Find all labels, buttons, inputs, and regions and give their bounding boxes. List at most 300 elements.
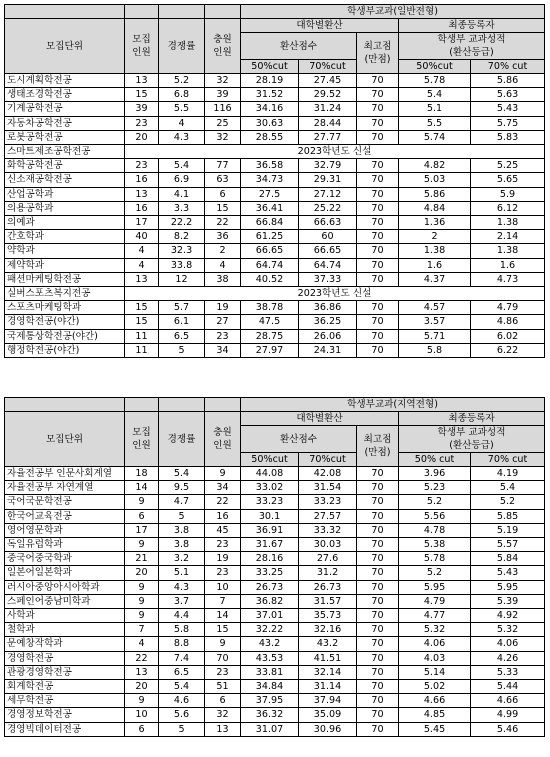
score-cut50-cell: 28.19 (241, 74, 299, 88)
score-cut70-cell: 29.52 (299, 88, 357, 102)
quota-cell: 13 (125, 272, 159, 286)
max-score-cell: 70 (357, 552, 399, 566)
grade-cut70-cell: 1.6 (471, 258, 545, 272)
dept-cell: 자율전공부 인문사회계열 (5, 467, 125, 481)
extra-cell: 51 (205, 680, 241, 694)
extra-cell: 6 (205, 694, 241, 708)
score-cut50-cell: 27.97 (241, 343, 299, 357)
grade-cut50-cell: 5.74 (399, 130, 471, 144)
dept-cell: 스마트제조공학전공 (5, 145, 125, 159)
header-grade-cut50: 50%cut (399, 60, 471, 74)
score-cut50-cell: 30.1 (241, 509, 299, 523)
score-cut70-cell: 35.09 (299, 708, 357, 722)
max-score-cell: 70 (357, 509, 399, 523)
extra-cell: 23 (205, 665, 241, 679)
score-cut70-cell: 27.6 (299, 552, 357, 566)
dept-cell: 스페인어중남미학과 (5, 594, 125, 608)
grade-cut50-cell: 5.86 (399, 187, 471, 201)
max-score-cell: 70 (357, 694, 399, 708)
quota-cell: 22 (125, 651, 159, 665)
ratio-cell: 5 (159, 509, 205, 523)
grade-cut70-cell: 5.86 (471, 74, 545, 88)
ratio-cell: 3.2 (159, 552, 205, 566)
header-cut70: 70%cut (299, 453, 357, 467)
ratio-cell: 7.4 (159, 651, 205, 665)
score-cut50-cell: 43.2 (241, 637, 299, 651)
score-cut50-cell: 33.23 (241, 495, 299, 509)
dept-cell: 세무학전공 (5, 694, 125, 708)
extra-cell: 70 (205, 651, 241, 665)
grade-cut50-cell: 4.57 (399, 301, 471, 315)
extra-cell: 34 (205, 481, 241, 495)
score-cut70-cell: 27.45 (299, 74, 357, 88)
max-score-cell: 70 (357, 187, 399, 201)
extra-cell: 4 (205, 258, 241, 272)
score-cut70-cell: 30.03 (299, 538, 357, 552)
header-extra: 충원 인원 (205, 19, 241, 74)
table-row (5, 272, 545, 286)
grade-cut70-cell: 1.38 (471, 216, 545, 230)
grade-cut70-cell: 6.12 (471, 201, 545, 215)
dept-cell: 생태조경학전공 (5, 88, 125, 102)
quota-cell: 18 (125, 467, 159, 481)
header-dept: 모집단위 (5, 19, 125, 74)
grade-cut50-cell: 5.4 (399, 88, 471, 102)
header-dept: 모집단위 (5, 412, 125, 467)
header-extra: 충원 인원 (205, 412, 241, 467)
table-row (5, 258, 545, 272)
header-univ-conv: 대학별환산 (241, 19, 399, 33)
header-grade-cut70: 70% cut (471, 60, 545, 74)
grade-cut50-cell: 5.02 (399, 680, 471, 694)
grade-cut70-cell: 5.65 (471, 173, 545, 187)
dept-cell: 의예과 (5, 216, 125, 230)
ratio-cell: 5.6 (159, 708, 205, 722)
grade-cut50-cell: 1.6 (399, 258, 471, 272)
max-score-cell: 70 (357, 594, 399, 608)
grade-cut70-cell: 5.43 (471, 566, 545, 580)
ratio-cell: 6.8 (159, 88, 205, 102)
grade-cut70-cell: 5.32 (471, 623, 545, 637)
table-row (5, 467, 545, 481)
score-cut70-cell: 32.79 (299, 159, 357, 173)
score-cut50-cell: 33.81 (241, 665, 299, 679)
score-cut70-cell: 27.12 (299, 187, 357, 201)
dept-cell: 러시아중앙아시아학과 (5, 580, 125, 594)
ratio-cell: 4.7 (159, 495, 205, 509)
extra-cell: 15 (205, 201, 241, 215)
note-cell: 2023학년도 신설 (125, 287, 545, 301)
dept-cell: 중국어중국학과 (5, 552, 125, 566)
header-final: 최종등록자 (399, 412, 545, 426)
extra-cell: 77 (205, 159, 241, 173)
grade-cut50-cell: 5.2 (399, 495, 471, 509)
score-cut70-cell: 42.08 (299, 467, 357, 481)
ratio-cell: 5.4 (159, 680, 205, 694)
table-row (5, 651, 545, 665)
dept-cell: 철학과 (5, 623, 125, 637)
grade-cut50-cell: 5.5 (399, 116, 471, 130)
grade-cut50-cell: 4.06 (399, 637, 471, 651)
score-cut70-cell: 33.23 (299, 495, 357, 509)
extra-cell: 19 (205, 552, 241, 566)
max-score-cell: 70 (357, 722, 399, 736)
dept-cell: 화학공학전공 (5, 159, 125, 173)
grade-cut50-cell: 5.8 (399, 343, 471, 357)
grade-cut50-cell: 5.1 (399, 102, 471, 116)
dept-cell: 신소재공학전공 (5, 173, 125, 187)
extra-cell: 13 (205, 722, 241, 736)
quota-cell: 15 (125, 301, 159, 315)
ratio-cell: 5.8 (159, 623, 205, 637)
grade-cut70-cell: 4.99 (471, 708, 545, 722)
ratio-cell: 4.3 (159, 580, 205, 594)
quota-cell: 16 (125, 201, 159, 215)
dept-cell: 실버스포츠복지전공 (5, 287, 125, 301)
score-cut70-cell: 35.73 (299, 609, 357, 623)
score-cut70-cell: 37.33 (299, 272, 357, 286)
dept-cell: 경영정보학전공 (5, 708, 125, 722)
ratio-cell: 32.3 (159, 244, 205, 258)
quota-cell: 9 (125, 609, 159, 623)
max-score-cell: 70 (357, 637, 399, 651)
score-cut70-cell: 27.57 (299, 509, 357, 523)
header-max-score: 최고점 (만점) (357, 426, 399, 467)
extra-cell: 23 (205, 329, 241, 343)
header-quota: 모집 인원 (125, 412, 159, 467)
ratio-cell: 6.5 (159, 665, 205, 679)
score-cut50-cell: 61.25 (241, 230, 299, 244)
grade-cut70-cell: 5.83 (471, 130, 545, 144)
score-cut70-cell: 64.74 (299, 258, 357, 272)
quota-cell: 23 (125, 116, 159, 130)
score-cut50-cell: 38.78 (241, 301, 299, 315)
table-row (5, 523, 545, 537)
grade-cut70-cell: 5.33 (471, 665, 545, 679)
grade-cut70-cell: 5.25 (471, 159, 545, 173)
extra-cell: 39 (205, 88, 241, 102)
dept-cell: 독일유럽학과 (5, 538, 125, 552)
quota-cell: 6 (125, 509, 159, 523)
extra-cell: 15 (205, 623, 241, 637)
quota-cell: 6 (125, 722, 159, 736)
grade-cut70-cell: 4.79 (471, 301, 545, 315)
table-row (5, 329, 545, 343)
ratio-cell: 8.8 (159, 637, 205, 651)
score-cut50-cell: 66.65 (241, 244, 299, 258)
table-corner (5, 5, 125, 19)
score-cut50-cell: 66.84 (241, 216, 299, 230)
grade-cut50-cell: 5.38 (399, 538, 471, 552)
grade-cut70-cell: 5.43 (471, 102, 545, 116)
quota-cell: 9 (125, 580, 159, 594)
max-score-cell: 70 (357, 343, 399, 357)
header-univ-conv: 대학별환산 (241, 412, 399, 426)
table-row (5, 102, 545, 116)
dept-cell: 국제통상학전공(야간) (5, 329, 125, 343)
score-cut70-cell: 41.51 (299, 651, 357, 665)
table-row (5, 623, 545, 637)
grade-cut50-cell: 5.23 (399, 481, 471, 495)
ratio-cell: 5.4 (159, 159, 205, 173)
ratio-cell: 5 (159, 343, 205, 357)
dept-cell: 한국어교육전공 (5, 509, 125, 523)
score-cut50-cell: 28.16 (241, 552, 299, 566)
table-body (5, 74, 545, 358)
score-cut50-cell: 37.95 (241, 694, 299, 708)
grade-cut50-cell: 5.78 (399, 552, 471, 566)
ratio-cell: 6.5 (159, 329, 205, 343)
extra-cell: 9 (205, 637, 241, 651)
grade-cut50-cell: 4.84 (399, 201, 471, 215)
quota-cell: 13 (125, 74, 159, 88)
grade-cut70-cell: 5.2 (471, 495, 545, 509)
max-score-cell: 70 (357, 272, 399, 286)
max-score-cell: 70 (357, 467, 399, 481)
ratio-cell: 4.6 (159, 694, 205, 708)
grade-cut50-cell: 4.79 (399, 594, 471, 608)
score-cut70-cell: 31.54 (299, 481, 357, 495)
quota-cell: 14 (125, 481, 159, 495)
dept-cell: 간호학과 (5, 230, 125, 244)
dept-cell: 산업공학과 (5, 187, 125, 201)
quota-cell: 17 (125, 523, 159, 537)
extra-cell: 32 (205, 708, 241, 722)
grade-cut50-cell: 5.14 (399, 665, 471, 679)
dept-cell: 국어국문학전공 (5, 495, 125, 509)
quota-cell: 21 (125, 552, 159, 566)
quota-cell: 11 (125, 343, 159, 357)
ratio-cell: 3.3 (159, 201, 205, 215)
quota-cell: 15 (125, 88, 159, 102)
table-row (5, 216, 545, 230)
table-row (5, 580, 545, 594)
score-cut50-cell: 37.01 (241, 609, 299, 623)
extra-cell: 45 (205, 523, 241, 537)
table-title: 학생부교과(일반전형) (241, 5, 545, 19)
table-corner (5, 398, 125, 412)
table-row (5, 187, 545, 201)
grade-cut50-cell: 5.03 (399, 173, 471, 187)
dept-cell: 영어영문학과 (5, 523, 125, 537)
score-cut50-cell: 31.07 (241, 722, 299, 736)
ratio-cell: 9.5 (159, 481, 205, 495)
score-cut50-cell: 31.52 (241, 88, 299, 102)
dept-cell: 회계학전공 (5, 680, 125, 694)
ratio-cell: 6.1 (159, 315, 205, 329)
grade-cut70-cell: 5.39 (471, 594, 545, 608)
dept-cell: 자동차공학전공 (5, 116, 125, 130)
ratio-cell: 4.4 (159, 609, 205, 623)
table-title: 학생부교과(지역전형) (241, 398, 545, 412)
grade-cut50-cell: 5.56 (399, 509, 471, 523)
ratio-cell: 12 (159, 272, 205, 286)
grade-cut50-cell: 4.82 (399, 159, 471, 173)
dept-cell: 경영학전공 (5, 651, 125, 665)
header-ratio: 경쟁률 (159, 412, 205, 467)
extra-cell: 7 (205, 594, 241, 608)
max-score-cell: 70 (357, 230, 399, 244)
table-row (5, 552, 545, 566)
extra-cell: 34 (205, 343, 241, 357)
score-cut50-cell: 28.75 (241, 329, 299, 343)
table-row (5, 509, 545, 523)
score-cut50-cell: 26.73 (241, 580, 299, 594)
max-score-cell: 70 (357, 481, 399, 495)
grade-cut70-cell: 4.86 (471, 315, 545, 329)
ratio-cell: 6.9 (159, 173, 205, 187)
grade-cut70-cell: 5.95 (471, 580, 545, 594)
score-cut50-cell: 36.41 (241, 201, 299, 215)
extra-cell: 16 (205, 509, 241, 523)
max-score-cell: 70 (357, 651, 399, 665)
score-cut70-cell: 33.32 (299, 523, 357, 537)
grade-cut70-cell: 4.06 (471, 637, 545, 651)
extra-cell: 32 (205, 74, 241, 88)
header-grade: 학생부 교과성적 (환산등급) (399, 33, 545, 60)
table-row (5, 173, 545, 187)
max-score-cell: 70 (357, 538, 399, 552)
score-cut50-cell: 31.67 (241, 538, 299, 552)
quota-cell: 20 (125, 566, 159, 580)
score-cut70-cell: 31.2 (299, 566, 357, 580)
table-row (5, 116, 545, 130)
quota-cell: 23 (125, 159, 159, 173)
table-row (5, 637, 545, 651)
quota-cell: 40 (125, 230, 159, 244)
header-grade: 학생부 교과성적 (환산등급) (399, 426, 545, 453)
max-score-cell: 70 (357, 116, 399, 130)
admission-table-general (4, 4, 545, 358)
note-cell: 2023학년도 신설 (125, 145, 545, 159)
table-row (5, 481, 545, 495)
grade-cut70-cell: 5.85 (471, 509, 545, 523)
dept-cell: 경영학전공(야간) (5, 315, 125, 329)
score-cut50-cell: 36.91 (241, 523, 299, 537)
score-cut70-cell: 66.63 (299, 216, 357, 230)
max-score-cell: 70 (357, 315, 399, 329)
header-max-score: 최고점 (만점) (357, 33, 399, 74)
max-score-cell: 70 (357, 130, 399, 144)
extra-cell: 25 (205, 116, 241, 130)
grade-cut50-cell: 4.37 (399, 272, 471, 286)
table-row (5, 244, 545, 258)
quota-cell: 9 (125, 495, 159, 509)
max-score-cell: 70 (357, 566, 399, 580)
ratio-cell: 3.7 (159, 594, 205, 608)
max-score-cell: 70 (357, 301, 399, 315)
header-cut70: 70%cut (299, 60, 357, 74)
grade-cut70-cell: 5.19 (471, 523, 545, 537)
grade-cut50-cell: 5.95 (399, 580, 471, 594)
ratio-cell: 4.3 (159, 130, 205, 144)
ratio-cell: 5.7 (159, 301, 205, 315)
table-row (5, 201, 545, 215)
grade-cut50-cell: 5.2 (399, 566, 471, 580)
dept-cell: 로봇공학전공 (5, 130, 125, 144)
score-cut50-cell: 36.32 (241, 708, 299, 722)
ratio-cell: 33.8 (159, 258, 205, 272)
max-score-cell: 70 (357, 258, 399, 272)
quota-cell: 4 (125, 258, 159, 272)
extra-cell: 19 (205, 301, 241, 315)
ratio-cell: 4.1 (159, 187, 205, 201)
score-cut70-cell: 31.24 (299, 102, 357, 116)
grade-cut50-cell: 4.66 (399, 694, 471, 708)
max-score-cell: 70 (357, 495, 399, 509)
max-score-cell: 70 (357, 680, 399, 694)
ratio-cell: 3.8 (159, 538, 205, 552)
table-row (5, 159, 545, 173)
grade-cut50-cell: 5.32 (399, 623, 471, 637)
table-row (5, 287, 545, 301)
extra-cell: 23 (205, 566, 241, 580)
quota-cell: 9 (125, 538, 159, 552)
grade-cut70-cell: 5.75 (471, 116, 545, 130)
score-cut50-cell: 43.53 (241, 651, 299, 665)
extra-cell: 22 (205, 216, 241, 230)
grade-cut50-cell: 1.38 (399, 244, 471, 258)
grade-cut50-cell: 2 (399, 230, 471, 244)
table-row (5, 74, 545, 88)
score-cut50-cell: 47.5 (241, 315, 299, 329)
grade-cut70-cell: 4.92 (471, 609, 545, 623)
grade-cut50-cell: 4.03 (399, 651, 471, 665)
extra-cell: 22 (205, 495, 241, 509)
dept-cell: 사학과 (5, 609, 125, 623)
table-row (5, 343, 545, 357)
score-cut70-cell: 32.16 (299, 623, 357, 637)
extra-cell: 63 (205, 173, 241, 187)
table-row (5, 145, 545, 159)
grade-cut50-cell: 5.45 (399, 722, 471, 736)
header-cut50: 50%cut (241, 453, 299, 467)
quota-cell: 4 (125, 637, 159, 651)
grade-cut50-cell: 4.77 (399, 609, 471, 623)
grade-cut50-cell: 4.85 (399, 708, 471, 722)
ratio-cell: 8.2 (159, 230, 205, 244)
grade-cut50-cell: 4.78 (399, 523, 471, 537)
grade-cut70-cell: 5.63 (471, 88, 545, 102)
ratio-cell: 5 (159, 722, 205, 736)
grade-cut70-cell: 5.46 (471, 722, 545, 736)
score-cut70-cell: 27.77 (299, 130, 357, 144)
table-row (5, 230, 545, 244)
grade-cut70-cell: 5.57 (471, 538, 545, 552)
dept-cell: 약학과 (5, 244, 125, 258)
table-row (5, 722, 545, 736)
dept-cell: 의용공학과 (5, 201, 125, 215)
score-cut50-cell: 27.5 (241, 187, 299, 201)
dept-cell: 일본어일본학과 (5, 566, 125, 580)
dept-cell: 기계공학전공 (5, 102, 125, 116)
extra-cell: 23 (205, 538, 241, 552)
table-row (5, 88, 545, 102)
extra-cell: 32 (205, 130, 241, 144)
max-score-cell: 70 (357, 159, 399, 173)
score-cut50-cell: 36.82 (241, 594, 299, 608)
score-cut50-cell: 34.73 (241, 173, 299, 187)
score-cut70-cell: 26.06 (299, 329, 357, 343)
ratio-cell: 5.2 (159, 74, 205, 88)
grade-cut70-cell: 4.66 (471, 694, 545, 708)
score-cut70-cell: 32.14 (299, 665, 357, 679)
grade-cut50-cell: 5.78 (399, 74, 471, 88)
score-cut50-cell: 33.02 (241, 481, 299, 495)
score-cut70-cell: 36.25 (299, 315, 357, 329)
score-cut50-cell: 34.84 (241, 680, 299, 694)
score-cut70-cell: 36.86 (299, 301, 357, 315)
